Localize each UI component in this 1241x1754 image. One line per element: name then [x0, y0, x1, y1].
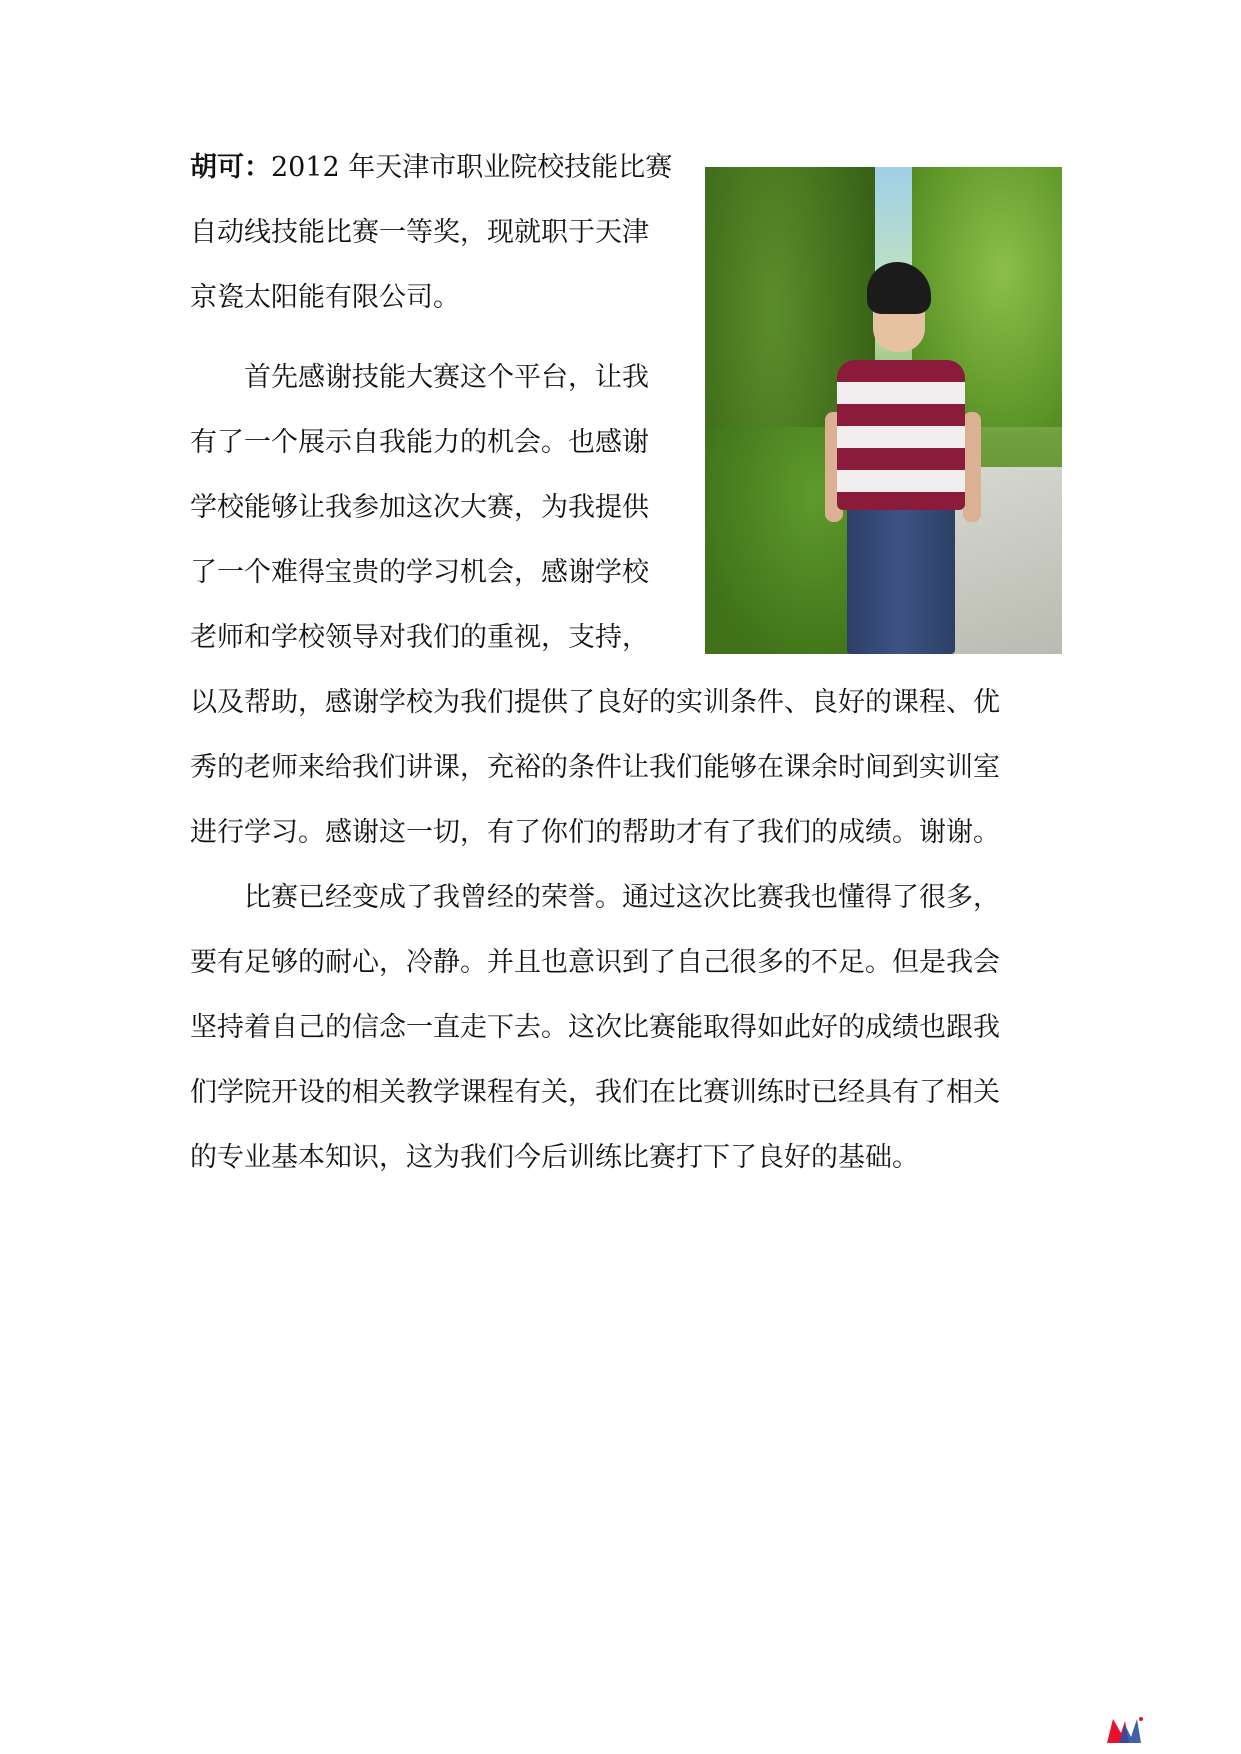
intro-award-text: 2012 年天津市职业院校技能比赛	[271, 152, 673, 183]
publisher-logo-icon	[1105, 1715, 1145, 1745]
paragraph1-line: 老师和学校领导对我们的重视，支持，	[190, 622, 649, 653]
paragraph1-line: 有了一个展示自我能力的机会。也感谢	[190, 427, 649, 458]
striped-shirt	[837, 360, 965, 510]
paragraph2-line: 比赛已经变成了我曾经的荣誉。通过这次比赛我也懂得了很多，	[190, 882, 1000, 913]
paragraph1-line: 首先感谢技能大赛这个平台，让我	[190, 362, 649, 393]
paragraph1-line: 学校能够让我参加这次大赛，为我提供	[190, 492, 649, 523]
portrait-photo	[705, 167, 1062, 654]
photo-person	[825, 262, 985, 654]
paragraph2-line: 的专业基本知识，这为我们今后训练比赛打下了良好的基础。	[190, 1142, 919, 1173]
paragraph2-line: 们学院开设的相关教学课程有关，我们在比赛训练时已经具有了相关	[190, 1077, 1000, 1108]
person-name: 胡可：	[190, 152, 271, 183]
paragraph1-line: 进行学习。感谢这一切，有了你们的帮助才有了我们的成绩。谢谢。	[190, 817, 1000, 848]
paragraph2-line: 要有足够的耐心，冷静。并且也意识到了自己很多的不足。但是我会	[190, 947, 1000, 978]
paragraph1-line: 了一个难得宝贵的学习机会，感谢学校	[190, 557, 649, 588]
intro-line-3: 京瓷太阳能有限公司。	[190, 282, 460, 313]
paragraph1-line: 以及帮助，感谢学校为我们提供了良好的实训条件、良好的课程、优	[190, 687, 1000, 718]
paragraph2-line: 坚持着自己的信念一直走下去。这次比赛能取得如此好的成绩也跟我	[190, 1012, 1000, 1043]
intro-line-2: 自动线技能比赛一等奖，现就职于天津	[190, 217, 649, 248]
paragraph1-line: 秀的老师来给我们讲课，充裕的条件让我们能够在课余时间到实训室	[190, 752, 1000, 783]
